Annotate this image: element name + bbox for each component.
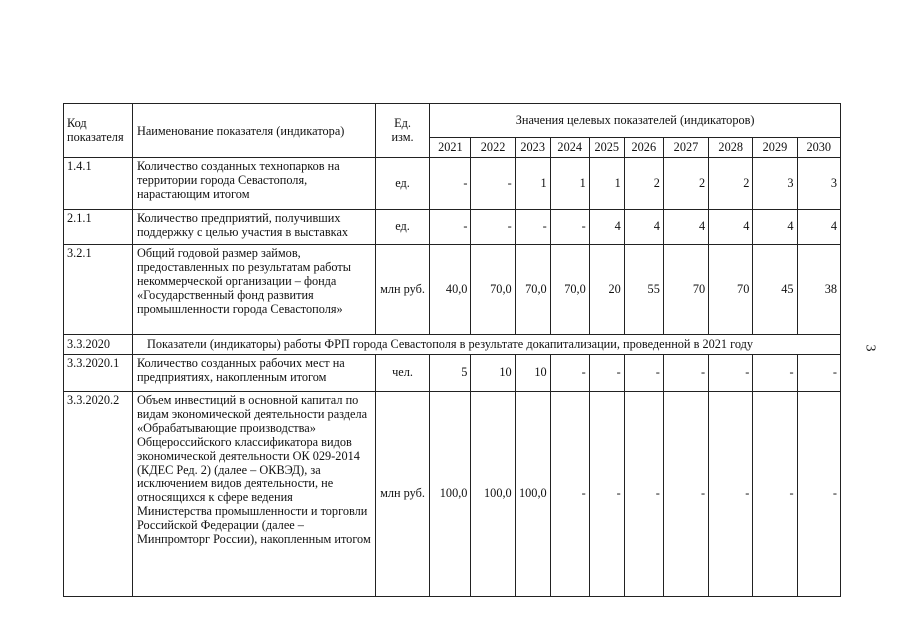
row-value: - [515, 210, 550, 245]
row-value: 100,0 [515, 392, 550, 597]
header-year: 2022 [471, 138, 515, 158]
row-value: - [624, 392, 663, 597]
row-value: - [430, 158, 471, 210]
row-unit: ед. [375, 158, 430, 210]
row-name: Общий годовой размер займов, предоставленных по результатам работы некоммерческой организации – фонда «Государственный фонд развития промышленности города Севастополя» [132, 245, 375, 335]
header-year: 2025 [589, 138, 624, 158]
row-unit: млн руб. [375, 392, 430, 597]
row-value: - [471, 210, 515, 245]
row-unit: чел. [375, 355, 430, 392]
table-row [64, 245, 841, 335]
section-title: Показатели (индикаторы) работы ФРП города Севастополя в результате докапитализации, проведенной в 2021 году [132, 335, 840, 355]
header-year: 2029 [753, 138, 797, 158]
row-code: 1.4.1 [64, 158, 133, 210]
table-row [64, 210, 841, 245]
row-value: 2 [709, 158, 753, 210]
row-value: - [589, 392, 624, 597]
row-code: 3.3.2020.1 [64, 355, 133, 392]
row-value: 70 [663, 245, 708, 335]
row-code: 3.3.2020 [64, 335, 133, 355]
header-values-group: Значения целевых показателей (индикаторов) [430, 104, 841, 138]
row-unit: ед. [375, 210, 430, 245]
row-value: 100,0 [430, 392, 471, 597]
row-value: 38 [797, 245, 840, 335]
row-value: - [589, 355, 624, 392]
table-row [64, 158, 841, 210]
row-name: Количество созданных технопарков на территории города Севастополя, нарастающим итогом [132, 158, 375, 210]
row-value: 4 [797, 210, 840, 245]
row-value: - [709, 355, 753, 392]
indicators-table [63, 103, 841, 597]
table-row [64, 355, 841, 392]
header-unit: Ед. изм. [375, 104, 430, 158]
row-value: 1 [589, 158, 624, 210]
header-year: 2028 [709, 138, 753, 158]
table-row [64, 335, 841, 355]
row-value: 55 [624, 245, 663, 335]
row-value: - [550, 355, 589, 392]
row-value: - [709, 392, 753, 597]
row-value: 5 [430, 355, 471, 392]
row-value: 70 [709, 245, 753, 335]
row-value: 40,0 [430, 245, 471, 335]
page-number: 3 [862, 344, 878, 352]
header-year: 2024 [550, 138, 589, 158]
row-value: - [430, 210, 471, 245]
header-code: Код показателя [64, 104, 133, 158]
row-value: 2 [624, 158, 663, 210]
row-value: 2 [663, 158, 708, 210]
row-code: 3.2.1 [64, 245, 133, 335]
row-value: - [753, 392, 797, 597]
row-value: - [753, 355, 797, 392]
row-value: 4 [709, 210, 753, 245]
row-value: - [550, 392, 589, 597]
row-value: 70,0 [550, 245, 589, 335]
row-value: 10 [515, 355, 550, 392]
row-value: - [550, 210, 589, 245]
row-value: 100,0 [471, 392, 515, 597]
header-year: 2021 [430, 138, 471, 158]
row-code: 2.1.1 [64, 210, 133, 245]
row-value: 70,0 [471, 245, 515, 335]
header-name: Наименование показателя (индикатора) [132, 104, 375, 158]
row-value: 70,0 [515, 245, 550, 335]
table-row [64, 392, 841, 597]
row-value: 4 [753, 210, 797, 245]
header-year: 2023 [515, 138, 550, 158]
row-value: 45 [753, 245, 797, 335]
row-name: Количество предприятий, получивших поддержку с целью участия в выставках [132, 210, 375, 245]
row-value: - [663, 355, 708, 392]
row-code: 3.3.2020.2 [64, 392, 133, 597]
row-name: Количество созданных рабочих мест на предприятиях, накопленным итогом [132, 355, 375, 392]
row-unit: млн руб. [375, 245, 430, 335]
row-value: 20 [589, 245, 624, 335]
row-value: 3 [753, 158, 797, 210]
row-name: Объем инвестиций в основной капитал по видам экономической деятельности раздела «Обрабатывающие производства» Общероссийского классификатора видов экономической деятельности ОК 029-2014 (КДЕС Ред. 2) (далее – ОКВЭД), за исключением видов деятельности, не относящихся к сфере ведения Министерства промышленности и торговли Российской Федерации (далее – Минпромторг России), накопленным итогом [132, 392, 375, 597]
header-year: 2030 [797, 138, 840, 158]
row-value: 4 [663, 210, 708, 245]
row-value: - [797, 392, 840, 597]
row-value: 1 [515, 158, 550, 210]
row-value: 1 [550, 158, 589, 210]
row-value: - [663, 392, 708, 597]
row-value: - [624, 355, 663, 392]
row-value: 3 [797, 158, 840, 210]
row-value: 4 [589, 210, 624, 245]
row-value: - [797, 355, 840, 392]
row-value: 10 [471, 355, 515, 392]
header-year: 2026 [624, 138, 663, 158]
row-value: - [471, 158, 515, 210]
row-value: 4 [624, 210, 663, 245]
header-year: 2027 [663, 138, 708, 158]
